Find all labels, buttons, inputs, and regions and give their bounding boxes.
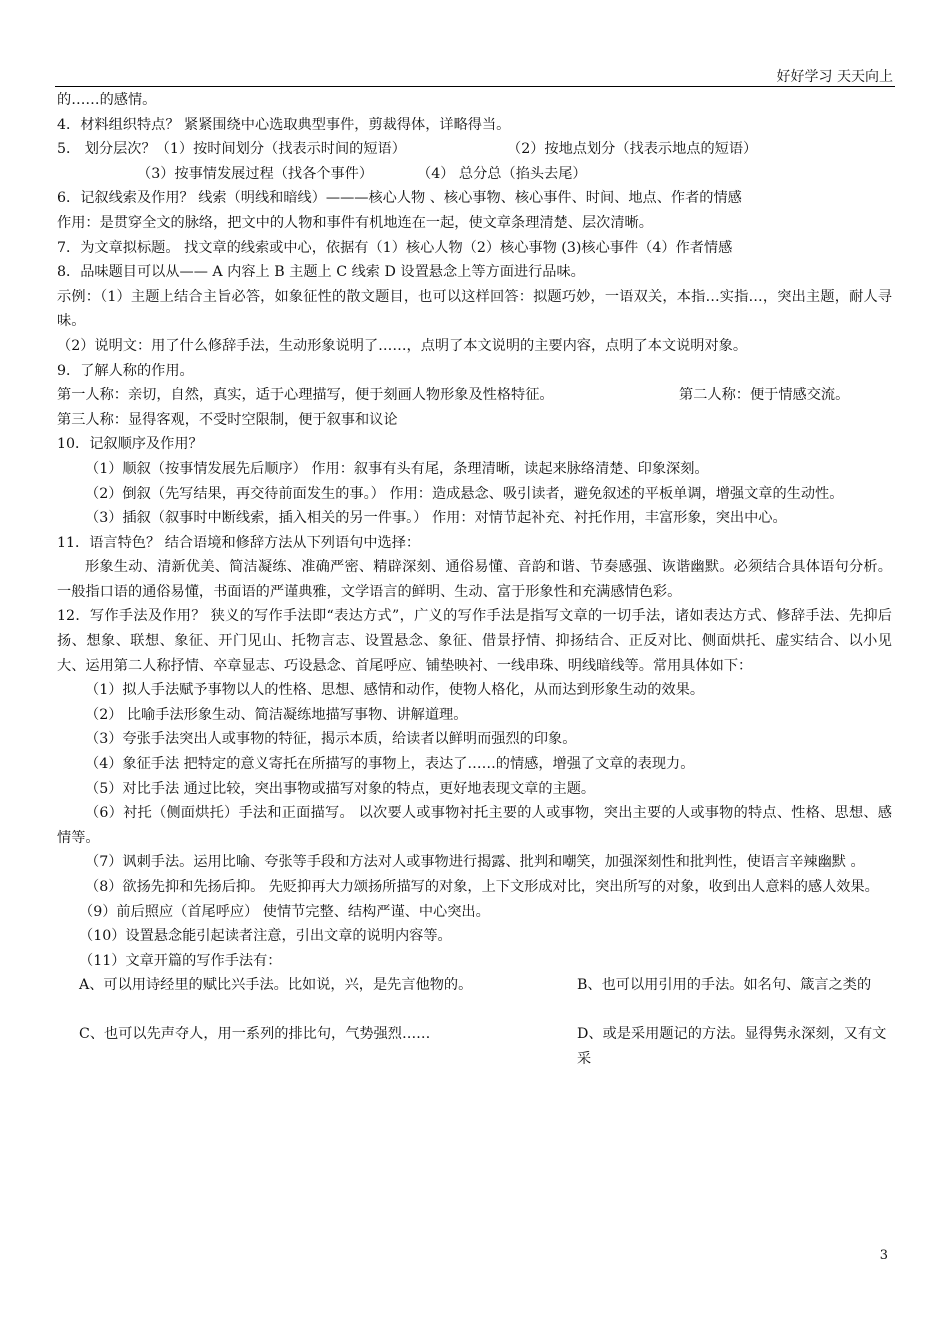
text-paragraph: 形象生动、清新优美、简洁凝练、准确严密、精辟深刻、通俗易懂、音韵和谐、节奏感强、诙谐幽默。必须结合具体语句分析。一般指口语的通俗易懂，书面语的严谨典雅，文学语言的鲜明、生动、富于形象性和充满感情色彩。 bbox=[57, 559, 892, 600]
text-line: （2） 比喻手法形象生动、简洁凝练地描写事物、讲解道理。 bbox=[85, 706, 468, 723]
text-segment: B、也可以用引用的手法。如名句、箴言之类的 bbox=[577, 977, 872, 994]
text-segment: 第二人称：便于情感交流。 bbox=[679, 387, 850, 404]
text-line: 第三人称：显得客观，不受时空限制，便于叙事和议论 bbox=[57, 411, 398, 428]
text-line: 6．记叙线索及作用？ 线索（明线和暗线）———核心人物 、核心事物、核心事件、时间、地点、作者的情感 bbox=[57, 190, 742, 207]
text-segment: D、或是采用题记的方法。显得隽永深刻，又有文采 bbox=[577, 1026, 887, 1067]
text-line: （1）顺叙（按事情发展先后顺序） 作用：叙事有头有尾，条理清晰，读起来脉络清楚、印象深刻。 bbox=[85, 460, 709, 477]
text-line: 的……的感情。 bbox=[57, 92, 157, 108]
page-number: 3 bbox=[879, 1248, 888, 1263]
page-header bbox=[55, 66, 895, 87]
text-line: （4）象征手法 把特定的意义寄托在所描写的事物上，表达了……的情感，增强了文章的表现力。 bbox=[85, 756, 695, 773]
text-line: （9）前后照应（首尾呼应） 使情节完整、结构严谨、中心突出。 bbox=[79, 903, 490, 920]
text-line bbox=[57, 162, 892, 187]
text-line: （1）拟人手法赋予事物以人的性格、思想、感情和动作，使物人格化，从而达到形象生动的效果。 bbox=[85, 682, 705, 699]
text-segment: （4） 总分总（掐头去尾） bbox=[417, 165, 587, 182]
text-line: （5）对比手法 通过比较，突出事物或描写对象的特点，更好地表现文章的主题。 bbox=[85, 780, 596, 797]
text-line: 8．品味题目可以从—— A 内容上 B 主题上 C 线索 D 设置悬念上等方面进行品味。 bbox=[57, 264, 585, 281]
text-line: 11．语言特色？ 结合语境和修辞方法从下列语句中选择： bbox=[57, 534, 421, 551]
text-line: 作用：是贯穿全文的脉络，把文中的人物和事件有机地连在一起，使文章条理清楚、层次清晰。 bbox=[57, 214, 653, 231]
text-segment: C、也可以先声夺人，用一系列的排比句，气势强烈…… bbox=[79, 1026, 431, 1043]
text-segment bbox=[577, 973, 892, 998]
text-block bbox=[57, 1022, 892, 1071]
text-line: 4．材料组织特点？ 紧紧围绕中心选取典型事件，剪裁得体，详略得当。 bbox=[57, 116, 511, 133]
text-line: （10）设置悬念能引起读者注意，引出文章的说明内容等。 bbox=[79, 928, 452, 945]
text-line: （2）说明文：用了什么修辞手法，生动形象说明了……，点明了本文说明的主要内容，点明了本文说明对象。 bbox=[57, 337, 748, 354]
text-paragraph: （2）倒叙（先写结果，再交待前面发生的事。） 作用：造成悬念、吸引读者，避免叙述的平板单调，增强文章的生动性。 bbox=[85, 485, 844, 502]
text-paragraph: （6）衬托（侧面烘托）手法和正面描写。 以次要人或事物衬托主要的人或事物，突出主要的人或事物的特点、性格、思想、感情等。 bbox=[57, 805, 892, 846]
text-segment: （3）按事情发展过程（找各个事件） bbox=[137, 165, 374, 182]
document-body bbox=[57, 88, 892, 1071]
text-paragraph: （3）插叙（叙事时中断线索，插入相关的另一件事。） 作用：对情节起补充、衬托作用，丰富形象，突出中心。 bbox=[85, 510, 787, 527]
text-line: 9．了解人称的作用。 bbox=[57, 362, 194, 379]
header-text: 好好学习 天天向上 bbox=[776, 69, 893, 85]
text-line bbox=[57, 383, 892, 408]
text-line: 7．为文章拟标题。 找文章的线索或中心，依据有（1）核心人物（2）核心事物 (3)核心事件（4）作者情感 bbox=[57, 239, 733, 256]
text-segment: （2）按地点划分（找表示地点的短语） bbox=[507, 141, 758, 158]
text-paragraph: 示例：（1）主题上结合主旨必答，如象征性的散文题目，也可以这样回答：拟题巧妙，一语双关，本指…实指…，突出主题，耐人寻味。 bbox=[57, 288, 892, 330]
text-segment: A、可以用诗经里的赋比兴手法。比如说，兴，是先言他物的。 bbox=[79, 977, 473, 994]
text-paragraph: （8）欲扬先抑和先扬后抑。 先贬抑再大力颂扬所描写的对象，上下文形成对比，突出所写的对象，收到出人意料的感人效果。 bbox=[85, 879, 879, 895]
text-segment: 5． 划分层次？（1）按时间划分（找表示时间的短语） bbox=[57, 141, 406, 158]
text-paragraph: （7）讽刺手法。运用比喻、夸张等手段和方法对人或事物进行揭露、批判和嘲笑，加强深刻性和批判性，使语言辛辣幽默 。 bbox=[85, 854, 865, 871]
text-line bbox=[57, 137, 892, 162]
text-paragraph: 12．写作手法及作用？ 狭义的写作手法即“表达方式”，广义的写作手法是指写文章的一切手法，诸如表达方式、修辞手法、先抑后扬、想象、联想、象征、开门见山、托物言志、设置悬念、象征、借景抒情、抑扬结合、正反对比、侧面烘托、虚实结合、以小见大、运用第二人称抒情、卒章显志、巧设悬念、首尾呼应、铺垫映衬、一线串珠、明线暗线等。常用具体如下： bbox=[57, 608, 892, 674]
text-block bbox=[57, 973, 892, 1022]
text-line: （11）文章开篇的写作手法有： bbox=[79, 952, 282, 969]
text-segment bbox=[577, 1022, 892, 1071]
text-line: （3）夸张手法突出人或事物的特征，揭示本质，给读者以鲜明而强烈的印象。 bbox=[85, 731, 577, 748]
text-line: 10．记叙顺序及作用？ bbox=[57, 436, 203, 453]
text-segment: 第一人称：亲切，自然，真实，适于心理描写，便于刻画人物形象及性格特征。 bbox=[57, 387, 554, 404]
